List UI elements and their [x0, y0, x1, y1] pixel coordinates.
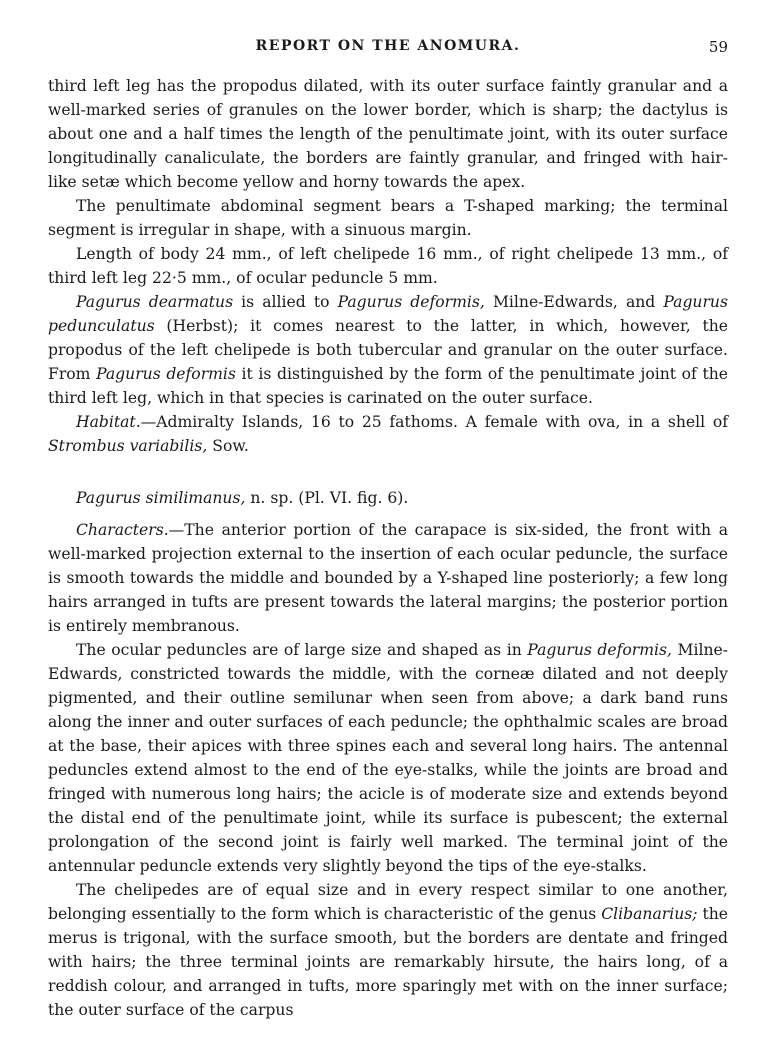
paragraph-ocular-peduncles	[48, 638, 728, 878]
paragraph-leg-description: third left leg has the propodus dilated, with its outer surface faintly granular and a well-marked series of granules on the lower border, which is sharp; the dactylus is about one and a half times the length of the penultimate joint, with its outer surface longitudinally canaliculate, the borders are faintly granular, and fringed with hair-like setæ which become yellow and horny towards the apex.	[48, 77, 728, 191]
species-heading	[48, 486, 728, 510]
page-number: 59	[708, 38, 728, 56]
page	[48, 38, 728, 1022]
running-title: REPORT ON THE ANOMURA.	[255, 38, 521, 54]
paragraph-chelipedes	[48, 878, 728, 1022]
text-run: Milne-Edwards, constricted towards the middle, with the corneæ dilated and not deeply pigmented, and their outline semilunar when seen from above; a dark band runs along the inner and outer surfaces of each peduncle; the ophthalmic scales are broad at the base, their apices with three spines each and several long hairs. The antennal peduncles extend almost to the end of the eye-stalks, while the joints are broad and fringed with numerous long hairs; the acicle is of moderate size and extends beyond the distal end of the penultimate joint, while its surface is pubescent; the external prolongation of the second joint is fairly well marked. The terminal joint of the antennular peduncle extends very slightly beyond the tips of the eye-stalks.	[48, 641, 728, 875]
paragraph-affinities	[48, 290, 728, 410]
taxon-name: Strombus variabilis,	[48, 437, 208, 455]
text-run: Sow.	[207, 437, 249, 455]
characters-label: Characters.	[76, 521, 169, 539]
text-run: is allied to	[233, 293, 338, 311]
habitat-label: Habitat.	[76, 413, 141, 431]
text-run: it is distinguished by the form of the penultimate joint of the third left leg, which in that species is carinated on the outer surface.	[48, 365, 728, 407]
paragraph-habitat	[48, 410, 728, 458]
species-name: Pagurus similimanus,	[76, 489, 246, 507]
species-reference: n. sp. (Pl. VI. fig. 6).	[245, 489, 409, 507]
taxon-name: Pagurus pedunculatus	[48, 293, 728, 335]
paragraph-measurements: Length of body 24 mm., of left chelipede 16 mm., of right chelipede 13 mm., of third left leg 22·5 mm., of ocular peduncle 5 mm.	[48, 245, 728, 287]
text-run: The ocular peduncles are of large size and shaped as in	[76, 641, 528, 659]
text-run: (Herbst); it comes nearest to the latter, in which, however, the propodus of the left chelipede is both tubercular and granular on the outer surface. From	[48, 317, 728, 383]
paragraph-abdominal-segment: The penultimate abdominal segment bears a T-shaped marking; the terminal segment is irregular in shape, with a sinuous margin.	[48, 197, 728, 239]
taxon-name: Pagurus deformis	[96, 365, 236, 383]
taxon-name: Pagurus dearmatus	[76, 293, 234, 311]
page-header	[48, 38, 728, 62]
paragraph-characters	[48, 518, 728, 638]
taxon-name: Pagurus deformis,	[337, 293, 485, 311]
text-run: —Admiralty Islands, 16 to 25 fathoms. A female with ova, in a shell of	[140, 413, 728, 431]
genus-name: Clibanarius;	[601, 905, 698, 923]
text-run: The chelipedes are of equal size and in every respect similar to one another, belonging essentially to the form which is characteristic of the genus	[48, 881, 728, 923]
text-run: the merus is trigonal, with the surface smooth, but the borders are dentate and fringed with hairs; the three terminal joints are remarkably hirsute, the hairs long, of a reddish colour, and arranged in tufts, more sparingly met with on the inner surface; the outer surface of the carpus	[48, 905, 728, 1019]
text-run: —The anterior portion of the carapace is six-sided, the front with a well-marked projection external to the insertion of each ocular peduncle, the surface is smooth towards the middle and bounded by a Y-shaped line posteriorly; a few long hairs arranged in tufts are present towards the lateral margins; the posterior portion is entirely membranous.	[48, 521, 728, 635]
taxon-name: Pagurus deformis,	[527, 641, 672, 659]
text-run: Milne-Edwards, and	[484, 293, 664, 311]
